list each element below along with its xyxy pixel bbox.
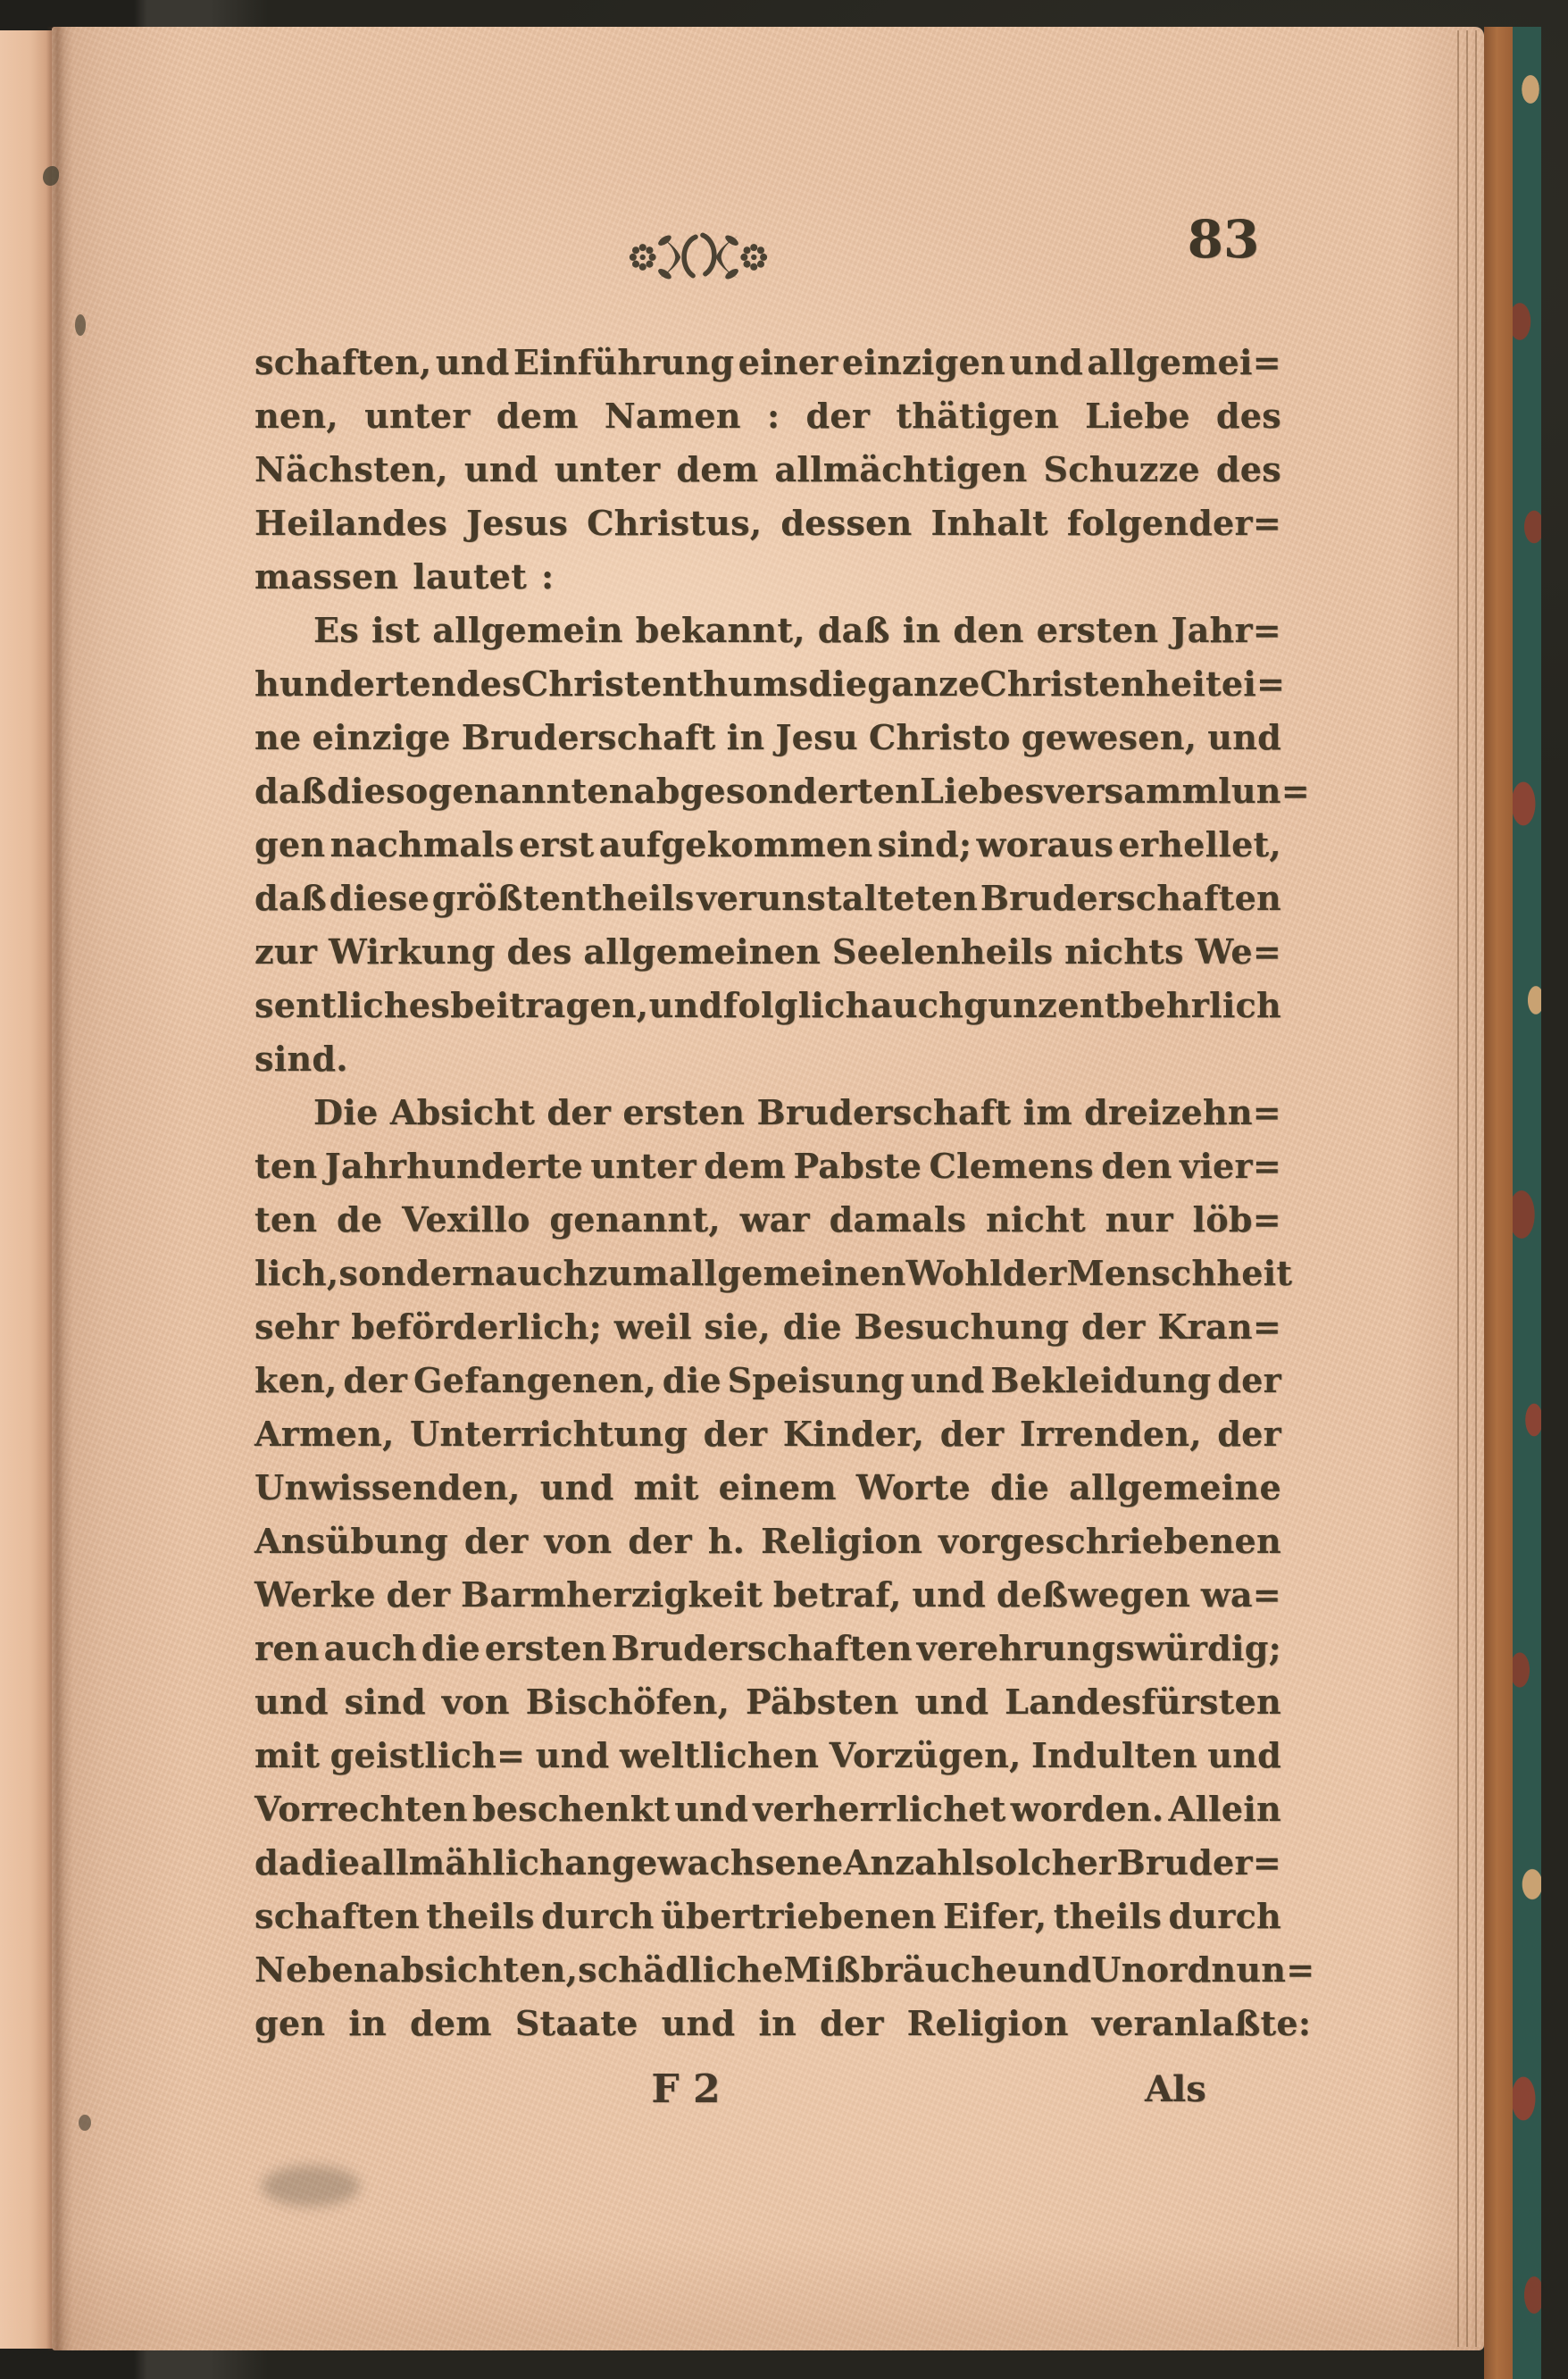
text-line: Werke der Barmherzigkeit betraf, und deßwegen wa= — [254, 1573, 1281, 1615]
text-line: nen, unter dem Namen : der thätigen Liebe des — [254, 395, 1281, 436]
text-line: ne einzige Bruderschaft in Jesu Christo gewesen, und — [254, 716, 1281, 757]
book-page — [52, 27, 1484, 2350]
text-line: sind. — [254, 1038, 348, 1079]
text-line: Unwissenden, und mit einem Worte die allgemeine — [254, 1466, 1281, 1507]
binding-edge — [1484, 27, 1513, 2379]
text-line: ren auch die ersten Bruderschaften verehrungswürdig; — [254, 1627, 1281, 1668]
page-stack-edge — [1454, 30, 1484, 2347]
paper-speck — [79, 2115, 91, 2131]
text-line: schaften theils durch übertriebenen Eifer, theils durch — [254, 1895, 1281, 1936]
text-line: Vorrechten beschenkt und verherrlichet worden. Allein — [254, 1788, 1281, 1829]
text-line: daß die sogenannten abgesonderten Liebesversammlun= — [254, 770, 1310, 811]
text-line: ken, der Gefangenen, die Speisung und Bekleidung der — [254, 1359, 1281, 1400]
gutter-fold — [46, 27, 73, 2350]
text-line: mit geistlich= und weltlichen Vorzügen, Indulten und — [254, 1734, 1281, 1775]
text-line: schaften, und Einführung einer einzigen und allgemei= — [254, 341, 1281, 382]
text-line: Die Absicht der ersten Bruderschaft im dreizehn= — [313, 1091, 1281, 1132]
text-line: sentliches beitragen, und folglich auch gunz entbehrlich — [254, 984, 1281, 1025]
signature-mark: F 2 — [651, 2066, 721, 2112]
text-line: Nächsten, und unter dem allmächtigen Schuzze des — [254, 448, 1281, 489]
catchword: Als — [1145, 2068, 1206, 2110]
text-line: da die allmählich angewachsene Anzahl solcher Bruder= — [254, 1841, 1281, 1882]
text-line: massen lautet : — [254, 555, 555, 597]
ink-smudge — [262, 2166, 360, 2207]
floral-head-ornament-icon — [623, 221, 773, 291]
text-line: Heilandes Jesus Christus, dessen Inhalt folgender= — [254, 502, 1281, 543]
text-line: Ansübung der von der h. Religion vorgeschriebenen — [254, 1520, 1281, 1561]
text-line: Es ist allgemein bekannt, daß in den ersten Jahr= — [313, 609, 1281, 650]
text-line: ten Jahrhunderte unter dem Pabste Clemens den vier= — [254, 1145, 1281, 1186]
text-line: daß diese größtentheils verunstalteten Bruderschaften — [254, 877, 1281, 918]
text-line: Nebenabsichten, schädliche Mißbräuche und Unordnun= — [254, 1949, 1315, 1990]
marbled-cover-edge — [1513, 27, 1541, 2379]
text-line: und sind von Bischöfen, Päbsten und Landesfürsten — [254, 1681, 1281, 1722]
paper-speck — [75, 314, 86, 336]
text-block — [254, 335, 1315, 2049]
text-line: sehr beförderlich; weil sie, die Besuchung der Kran= — [254, 1306, 1281, 1347]
text-line: Armen, Unterrichtung der Kinder, der Irrenden, der — [254, 1413, 1281, 1454]
text-line: lich, sondern auch zum allgemeinen Wohl der Menschheit — [254, 1252, 1293, 1293]
text-line: gen nachmals erst aufgekommen sind; woraus erhellet, — [254, 823, 1281, 864]
text-line: ten de Vexillo genannt, war damals nicht nur löb= — [254, 1198, 1281, 1240]
text-line: hunderten des Christenthums die ganze Christenheit ei= — [254, 663, 1286, 704]
text-line: gen in dem Staate und in der Religion veranlaßte: — [254, 2002, 1312, 2043]
text-line: zur Wirkung des allgemeinen Seelenheils nichts We= — [254, 931, 1281, 972]
page-number: 83 — [1187, 209, 1260, 270]
